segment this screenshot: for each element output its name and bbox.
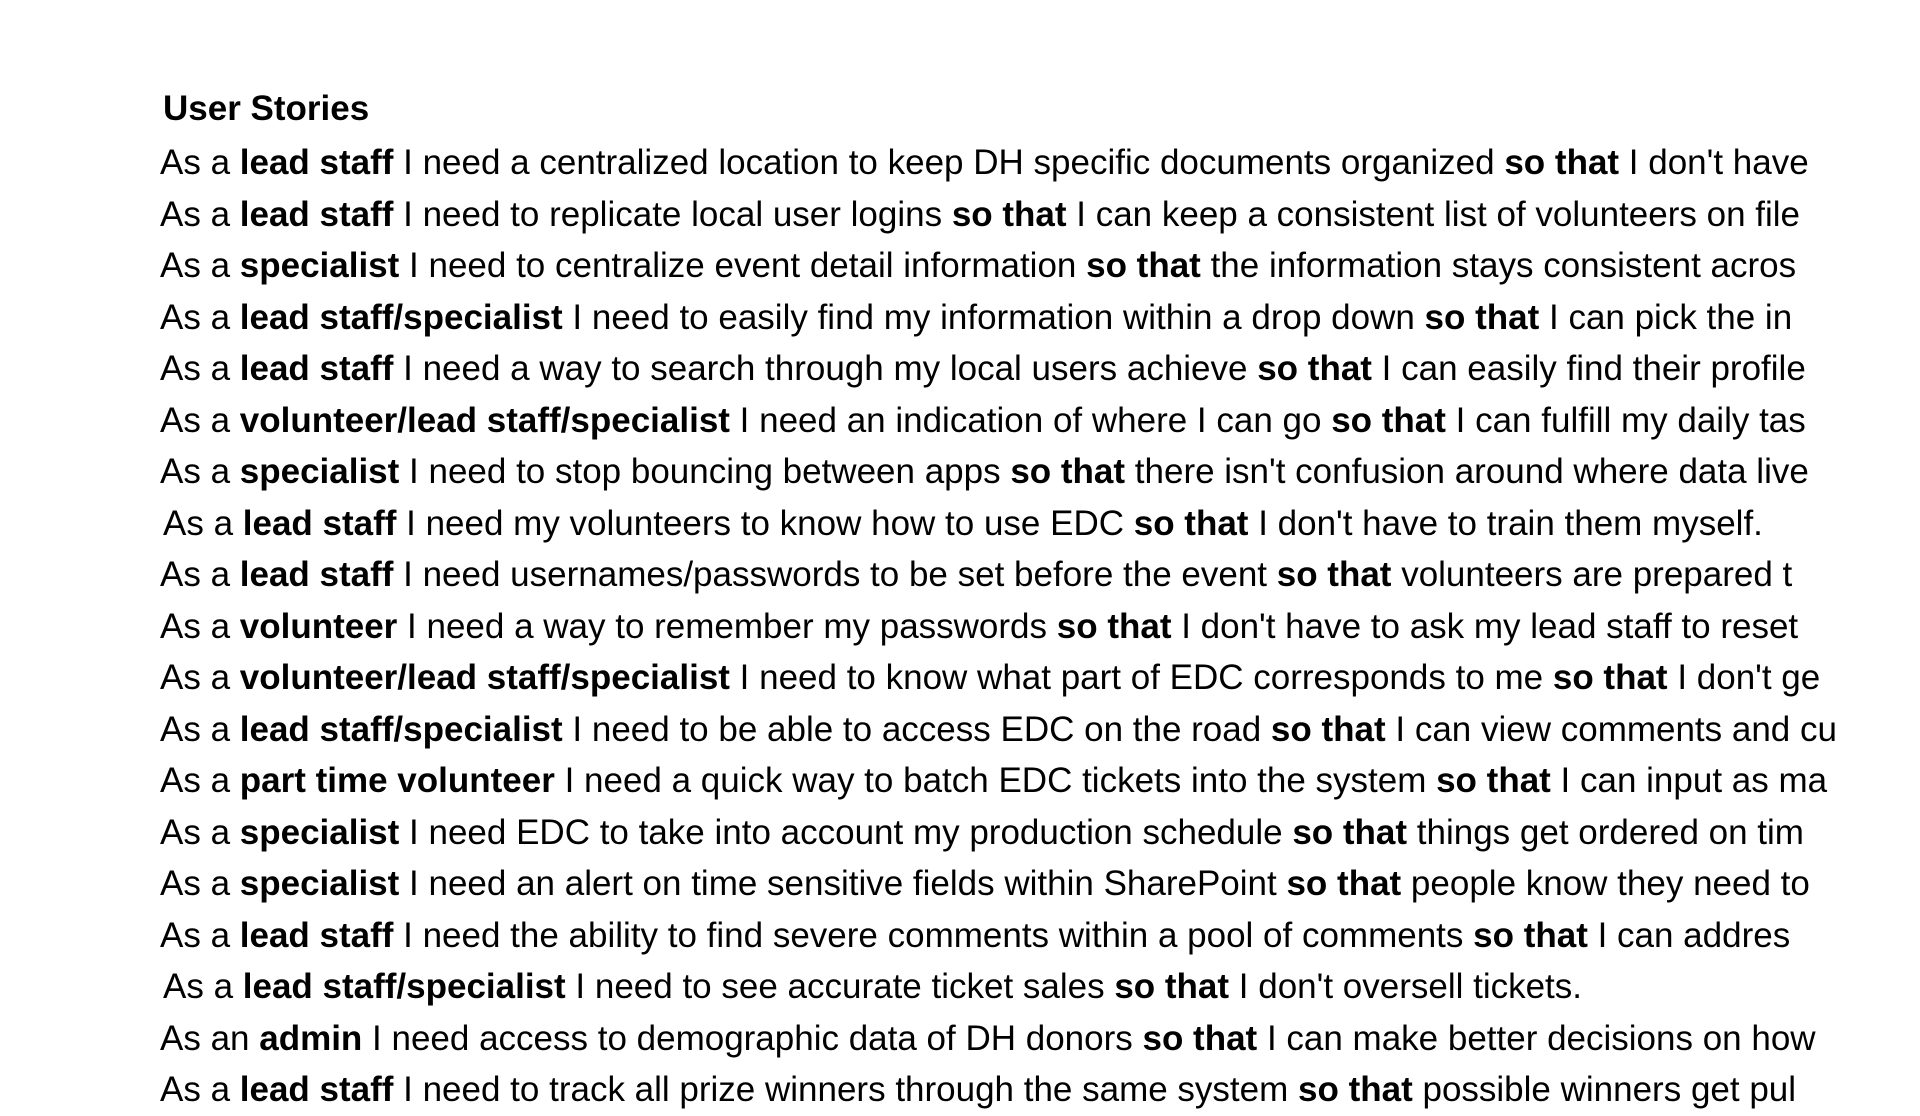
story-outcome: there isn't confusion around where data live xyxy=(1125,452,1809,491)
story-role: lead staff/specialist xyxy=(242,967,566,1006)
story-need: I need to know what part of EDC corresponds to me xyxy=(729,658,1553,697)
story-role: lead staff xyxy=(239,1070,394,1109)
story-role: lead staff xyxy=(239,915,394,955)
user-story-line xyxy=(160,395,1843,447)
story-outcome: things get ordered on tim xyxy=(1407,812,1804,852)
story-role: lead staff xyxy=(242,503,397,543)
story-prefix: As a xyxy=(160,658,240,697)
story-role: specialist xyxy=(239,452,400,491)
user-story-line xyxy=(160,601,1843,653)
story-outcome: I can easily find their profile xyxy=(1371,349,1806,388)
story-so-that: so that xyxy=(1010,452,1126,491)
story-role: lead staff/specialist xyxy=(239,709,563,749)
story-so-that: so that xyxy=(1270,709,1386,749)
story-need: I need my volunteers to know how to use EDC xyxy=(396,503,1134,543)
story-outcome: people know they need to xyxy=(1401,864,1810,903)
story-outcome: I don't oversell tickets. xyxy=(1229,967,1583,1006)
story-need: I need an indication of where I can go xyxy=(729,400,1332,440)
story-need: I need access to demographic data of DH donors xyxy=(362,1018,1143,1058)
story-outcome: I can pick the in xyxy=(1539,297,1793,337)
story-so-that: so that xyxy=(1552,658,1668,697)
story-so-that: so that xyxy=(1056,606,1172,646)
story-outcome: I can keep a consistent list of volunteers on file xyxy=(1066,194,1801,234)
story-role: part time volunteer xyxy=(239,761,555,800)
story-so-that: so that xyxy=(1142,1018,1258,1058)
user-story-line xyxy=(160,292,1843,344)
story-need: I need to stop bouncing between apps xyxy=(399,452,1011,491)
user-story-line xyxy=(160,755,1843,807)
section-title: User Stories xyxy=(163,89,370,128)
story-so-that: so that xyxy=(1331,400,1446,440)
user-story-line xyxy=(160,189,1843,241)
story-role: lead staff xyxy=(239,555,394,594)
story-prefix: As a xyxy=(160,864,240,903)
story-outcome: I don't ge xyxy=(1667,658,1821,697)
story-need: I need to replicate local user logins xyxy=(393,194,952,234)
story-role: specialist xyxy=(239,812,400,852)
user-story-line xyxy=(160,704,1843,756)
story-need: I need usernames/passwords to be set before the event xyxy=(393,555,1277,594)
user-story-line xyxy=(160,807,1843,859)
story-prefix: As a xyxy=(160,812,240,852)
user-story-line xyxy=(160,961,1843,1013)
story-role: specialist xyxy=(239,246,400,285)
story-need: I need a quick way to batch EDC tickets into the system xyxy=(554,761,1437,800)
story-so-that: so that xyxy=(1257,349,1372,388)
story-so-that: so that xyxy=(1436,761,1551,800)
story-prefix: As a xyxy=(160,400,240,440)
user-story-line xyxy=(160,549,1843,601)
story-outcome: I don't have xyxy=(1619,143,1809,182)
story-so-that: so that xyxy=(1133,503,1249,543)
story-outcome: I can make better decisions on how xyxy=(1257,1018,1816,1058)
user-story-line xyxy=(160,910,1843,962)
story-role: lead staff xyxy=(239,349,394,388)
story-so-that: so that xyxy=(1504,143,1620,182)
user-story-line xyxy=(160,343,1843,395)
story-prefix: As a xyxy=(160,761,240,800)
story-prefix: As a xyxy=(160,349,240,388)
story-outcome: I can addres xyxy=(1587,915,1791,955)
story-prefix: As a xyxy=(163,503,243,543)
story-outcome: I don't have to ask my lead staff to reset xyxy=(1171,606,1799,646)
user-story-list xyxy=(160,137,1843,1116)
story-outcome: the information stays consistent acros xyxy=(1200,246,1797,285)
story-prefix: As an xyxy=(160,1018,260,1058)
story-role: specialist xyxy=(239,864,400,903)
story-role: volunteer/lead staff/specialist xyxy=(239,400,730,440)
user-story-line xyxy=(160,652,1843,704)
story-need: I need an alert on time sensitive fields within SharePoint xyxy=(399,864,1287,903)
story-prefix: As a xyxy=(160,143,240,182)
story-role: volunteer/lead staff/specialist xyxy=(239,658,730,697)
story-so-that: so that xyxy=(1473,915,1588,955)
user-story-line xyxy=(160,137,1843,189)
story-outcome: I can input as ma xyxy=(1550,761,1828,800)
user-story-line xyxy=(160,240,1843,292)
story-need: I need a centralized location to keep DH specific documents organized xyxy=(393,143,1505,182)
story-so-that: so that xyxy=(1298,1070,1413,1109)
story-prefix: As a xyxy=(160,194,240,234)
user-story-line xyxy=(160,858,1843,910)
story-role: lead staff/specialist xyxy=(239,297,563,337)
user-story-line xyxy=(160,498,1843,550)
story-need: I need to track all prize winners through the same system xyxy=(393,1070,1299,1109)
story-outcome: I can fulfill my daily tas xyxy=(1445,400,1806,440)
story-so-that: so that xyxy=(1292,812,1408,852)
story-outcome: I can view comments and cu xyxy=(1385,709,1837,749)
story-role: lead staff xyxy=(239,143,394,182)
story-need: I need to see accurate ticket sales xyxy=(565,967,1115,1006)
story-prefix: As a xyxy=(160,709,240,749)
story-need: I need to easily find my information within a drop down xyxy=(562,297,1425,337)
story-prefix: As a xyxy=(160,246,240,285)
user-story-line xyxy=(160,1064,1843,1116)
story-prefix: As a xyxy=(160,606,240,646)
story-prefix: As a xyxy=(160,555,240,594)
story-prefix: As a xyxy=(160,297,240,337)
story-outcome: I don't have to train them myself. xyxy=(1248,503,1763,543)
story-need: I need a way to remember my passwords xyxy=(397,606,1057,646)
story-need: I need a way to search through my local users achieve xyxy=(393,349,1258,388)
story-outcome: possible winners get pul xyxy=(1412,1070,1797,1109)
story-need: I need the ability to find severe comments within a pool of comments xyxy=(393,915,1474,955)
story-role: volunteer xyxy=(239,606,398,646)
story-so-that: so that xyxy=(1086,246,1201,285)
story-role: lead staff xyxy=(239,194,394,234)
story-so-that: so that xyxy=(1276,555,1392,594)
story-so-that: so that xyxy=(1114,967,1230,1006)
user-story-line xyxy=(160,446,1843,498)
story-so-that: so that xyxy=(1286,864,1402,903)
story-prefix: As a xyxy=(160,915,240,955)
story-need: I need to centralize event detail information xyxy=(399,246,1087,285)
story-role: admin xyxy=(259,1018,363,1058)
story-need: I need to be able to access EDC on the road xyxy=(562,709,1271,749)
story-need: I need EDC to take into account my production schedule xyxy=(399,812,1293,852)
story-outcome: volunteers are prepared t xyxy=(1391,555,1793,594)
user-story-line xyxy=(160,1013,1843,1065)
story-prefix: As a xyxy=(160,452,240,491)
story-prefix: As a xyxy=(160,1070,240,1109)
story-so-that: so that xyxy=(1424,297,1540,337)
story-prefix: As a xyxy=(163,967,243,1006)
story-so-that: so that xyxy=(951,194,1067,234)
